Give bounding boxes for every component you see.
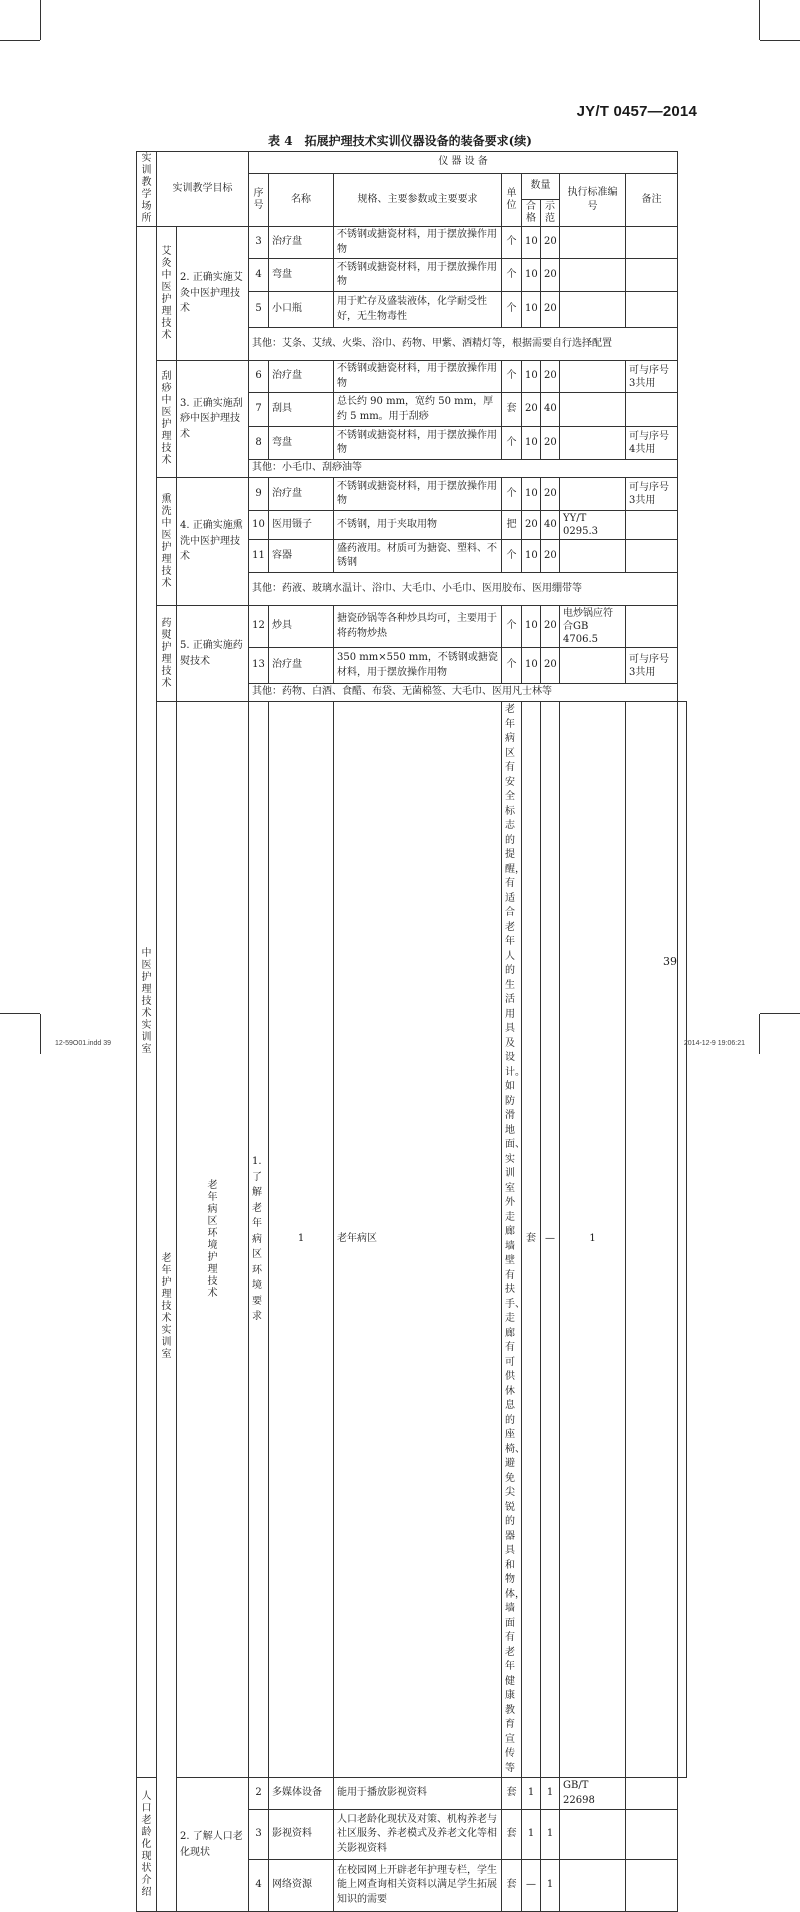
standard-cell (560, 292, 626, 328)
demo-cell: 1 (560, 702, 626, 1778)
name-cell: 治疗盘 (269, 227, 334, 259)
spec-cell: 不锈钢或搪瓷材料，用于摆放操作用物 (334, 478, 502, 511)
remark-cell (626, 540, 678, 573)
other-items-cell: 其他：小毛巾、刮痧油等 (249, 460, 678, 478)
name-cell: 治疗盘 (269, 361, 334, 393)
spec-cell: 老年病区有安全标志的提醒，有适合老年人的生活用具及设计。如防滑地面、实训室外走廊墙壁有扶手、走廊有可供休息的座椅、避免尖锐的器具和物体，墙面有老年健康教育宣传等 (502, 702, 522, 1778)
page-number: 39 (663, 955, 677, 968)
unit-cell: 把 (502, 511, 522, 540)
spec-cell: 用于贮存及盛装液体，化学耐受性好，无生物毒性 (334, 292, 502, 328)
seq-cell: 11 (249, 540, 269, 573)
table-row (137, 1778, 687, 1810)
crop-mark (760, 1013, 800, 1014)
table-row (137, 227, 687, 259)
other-items-cell: 其他：药液、玻璃水温计、浴巾、大毛巾、小毛巾、医用胶布、医用绷带等 (249, 573, 678, 606)
unit-cell: 个 (502, 648, 522, 684)
standard-cell (560, 393, 626, 427)
seq-cell: 8 (249, 427, 269, 460)
demo-cell: 20 (541, 427, 560, 460)
goal-cell: 2. 了解人口老化现状 (177, 1778, 249, 1912)
name-cell: 小口瓶 (269, 292, 334, 328)
demo-cell: 20 (541, 478, 560, 511)
remark-cell (626, 1860, 678, 1912)
crop-mark (40, 0, 41, 40)
qualified-cell: — (541, 702, 560, 1778)
unit-cell: 套 (502, 393, 522, 427)
goal-cell: 2. 正确实施艾灸中医护理技术 (177, 227, 249, 361)
standard-cell (560, 227, 626, 259)
demo-cell: 20 (541, 361, 560, 393)
demo-cell: 40 (541, 511, 560, 540)
seq-cell: 6 (249, 361, 269, 393)
qualified-cell: 10 (522, 361, 541, 393)
standard-cell (560, 540, 626, 573)
name-cell: 容器 (269, 540, 334, 573)
seq-cell: 2 (249, 1778, 269, 1810)
table-title: 表 4 拓展护理技术实训仪器设备的装备要求(续) (268, 134, 532, 148)
unit-cell: 个 (502, 227, 522, 259)
place-cell: 老年护理技术实训室 (157, 702, 177, 1912)
goal-cell: 3. 正确实施刮痧中医护理技术 (177, 361, 249, 478)
spec-cell: 不锈钢，用于夹取用物 (334, 511, 502, 540)
header-equipment: 仪 器 设 备 (249, 152, 678, 174)
seq-cell: 4 (249, 1860, 269, 1912)
spec-cell: 人口老龄化现状及对策、机构养老与社区服务、养老模式及养老文化等相关影视资料 (334, 1810, 502, 1860)
header-spec: 规格、主要参数或主要要求 (334, 174, 502, 227)
remark-cell (626, 292, 678, 328)
qualified-cell: 10 (522, 606, 541, 648)
qualified-cell: 1 (522, 1810, 541, 1860)
demo-cell: 20 (541, 540, 560, 573)
remark-cell (626, 606, 678, 648)
spec-cell: 在校园网上开辟老年护理专栏，学生能上网查询相关资料以满足学生拓展知识的需要 (334, 1860, 502, 1912)
seq-cell: 3 (249, 1810, 269, 1860)
unit-cell: 个 (502, 361, 522, 393)
header-qualified: 合格 (522, 200, 541, 227)
qualified-cell: 10 (522, 478, 541, 511)
seq-cell: 7 (249, 393, 269, 427)
qualified-cell: — (522, 1860, 541, 1912)
standard-code: JY/T 0457—2014 (576, 103, 697, 120)
remark-cell (626, 259, 678, 292)
crop-mark (0, 1013, 40, 1014)
remark-cell (626, 1810, 678, 1860)
name-cell: 刮具 (269, 393, 334, 427)
seq-cell: 13 (249, 648, 269, 684)
equipment-table (136, 151, 687, 1912)
category-cell: 老年病区环境护理技术 (177, 702, 249, 1778)
header-name: 名称 (269, 174, 334, 227)
crop-mark (760, 40, 800, 41)
category-cell: 刮痧中医护理技术 (157, 361, 177, 478)
goal-cell: 4. 正确实施熏洗中医护理技术 (177, 478, 249, 606)
spec-cell: 总长约 90 mm，宽约 50 mm，厚约 5 mm。用于刮痧 (334, 393, 502, 427)
seq-cell: 1 (269, 702, 334, 1778)
standard-cell (560, 478, 626, 511)
standard-cell (560, 361, 626, 393)
unit-cell: 套 (502, 1810, 522, 1860)
spec-cell: 能用于播放影视资料 (334, 1778, 502, 1810)
unit-cell: 个 (502, 606, 522, 648)
seq-cell: 5 (249, 292, 269, 328)
category-cell: 艾灸中医护理技术 (157, 227, 177, 361)
demo-cell: 20 (541, 606, 560, 648)
seq-cell: 12 (249, 606, 269, 648)
demo-cell: 40 (541, 393, 560, 427)
remark-cell: 可与序号3共用 (626, 361, 678, 393)
name-cell: 治疗盘 (269, 478, 334, 511)
place-cell: 中医护理技术实训室 (137, 227, 157, 1778)
standard-cell: 电炒锅应符合GB 4706.5 (560, 606, 626, 648)
standard-cell (560, 427, 626, 460)
seq-cell: 10 (249, 511, 269, 540)
spec-cell: 不锈钢或搪瓷材料，用于摆放操作用物 (334, 259, 502, 292)
remark-cell (626, 227, 678, 259)
demo-cell: 20 (541, 648, 560, 684)
spec-cell: 搪瓷砂锅等各种炒具均可，主要用于将药物炒热 (334, 606, 502, 648)
header-demo: 示范 (541, 200, 560, 227)
table-row (137, 478, 687, 511)
spec-cell: 不锈钢或搪瓷材料，用于摆放操作用物 (334, 427, 502, 460)
goal-cell: 1. 了解老年病区环境要求 (249, 702, 269, 1778)
crop-mark (759, 0, 760, 40)
header-qty: 数量 (522, 174, 560, 200)
demo-cell: 20 (541, 259, 560, 292)
qualified-cell: 20 (522, 511, 541, 540)
header-remark: 备注 (626, 174, 678, 227)
standard-cell (560, 259, 626, 292)
name-cell: 弯盘 (269, 427, 334, 460)
qualified-cell: 1 (522, 1778, 541, 1810)
unit-cell: 套 (502, 1860, 522, 1912)
category-cell: 熏洗中医护理技术 (157, 478, 177, 606)
unit-cell: 个 (502, 540, 522, 573)
spec-cell: 不锈钢或搪瓷材料，用于摆放操作用物 (334, 361, 502, 393)
name-cell: 医用镊子 (269, 511, 334, 540)
spec-cell: 不锈钢或搪瓷材料，用于摆放操作用物 (334, 227, 502, 259)
spec-cell: 盛药液用。材质可为搪瓷、塑料、不锈钢 (334, 540, 502, 573)
unit-cell: 套 (522, 702, 541, 1778)
seq-cell: 9 (249, 478, 269, 511)
header-standard: 执行标准编号 (560, 174, 626, 227)
spec-cell: 350 mm×550 mm，不锈钢或搪瓷材料，用于摆放操作用物 (334, 648, 502, 684)
name-cell: 炒具 (269, 606, 334, 648)
name-cell: 老年病区 (334, 702, 502, 1778)
remark-cell (626, 1778, 678, 1810)
qualified-cell: 10 (522, 227, 541, 259)
qualified-cell: 10 (522, 427, 541, 460)
seq-cell: 3 (249, 227, 269, 259)
name-cell: 网络资源 (269, 1860, 334, 1912)
demo-cell: 20 (541, 227, 560, 259)
standard-cell (560, 1860, 626, 1912)
remark-cell (678, 702, 687, 1778)
demo-cell: 20 (541, 292, 560, 328)
category-cell: 人口老龄化现状介绍 (137, 1778, 157, 1912)
standard-cell (560, 1810, 626, 1860)
table-row (137, 702, 687, 1778)
name-cell: 多媒体设备 (269, 1778, 334, 1810)
demo-cell: 1 (541, 1860, 560, 1912)
unit-cell: 个 (502, 292, 522, 328)
name-cell: 治疗盘 (269, 648, 334, 684)
qualified-cell: 10 (522, 259, 541, 292)
header-place: 实训教学场所 (137, 152, 157, 227)
name-cell: 影视资料 (269, 1810, 334, 1860)
remark-cell: 可与序号3共用 (626, 478, 678, 511)
standard-cell: YY/T 0295.3 (560, 511, 626, 540)
table-row (137, 606, 687, 648)
standard-cell: GB/T 22698 (560, 1778, 626, 1810)
name-cell: 弯盘 (269, 259, 334, 292)
crop-mark (759, 1014, 760, 1054)
demo-cell: 1 (541, 1778, 560, 1810)
standard-cell (560, 648, 626, 684)
remark-cell: 可与序号4共用 (626, 427, 678, 460)
remark-cell: 可与序号3共用 (626, 648, 678, 684)
demo-cell: 1 (541, 1810, 560, 1860)
header-seq: 序号 (249, 174, 269, 227)
unit-cell: 个 (502, 478, 522, 511)
unit-cell: 套 (502, 1778, 522, 1810)
other-items-cell: 其他：艾条、艾绒、火柴、浴巾、药物、甲紫、酒精灯等，根据需要自行选择配置 (249, 328, 678, 361)
unit-cell: 个 (502, 259, 522, 292)
goal-cell: 5. 正确实施药熨技术 (177, 606, 249, 702)
crop-mark (0, 40, 40, 41)
remark-cell (626, 511, 678, 540)
header-unit: 单位 (502, 174, 522, 227)
seq-cell: 4 (249, 259, 269, 292)
crop-mark (40, 1014, 41, 1054)
qualified-cell: 10 (522, 292, 541, 328)
file-label: 12-59O01.indd 39 (55, 1040, 112, 1047)
unit-cell: 个 (502, 427, 522, 460)
qualified-cell: 10 (522, 540, 541, 573)
remark-cell (626, 393, 678, 427)
table-row (137, 361, 687, 393)
category-cell: 药熨护理技术 (157, 606, 177, 702)
standard-cell (626, 702, 678, 1778)
qualified-cell: 10 (522, 648, 541, 684)
header-goal: 实训教学目标 (157, 152, 249, 227)
other-items-cell: 其他：药物、白酒、食醋、布袋、无菌棉签、大毛巾、医用凡士林等 (249, 684, 678, 702)
qualified-cell: 20 (522, 393, 541, 427)
print-timestamp: 2014-12-9 19:06:21 (683, 1040, 745, 1047)
